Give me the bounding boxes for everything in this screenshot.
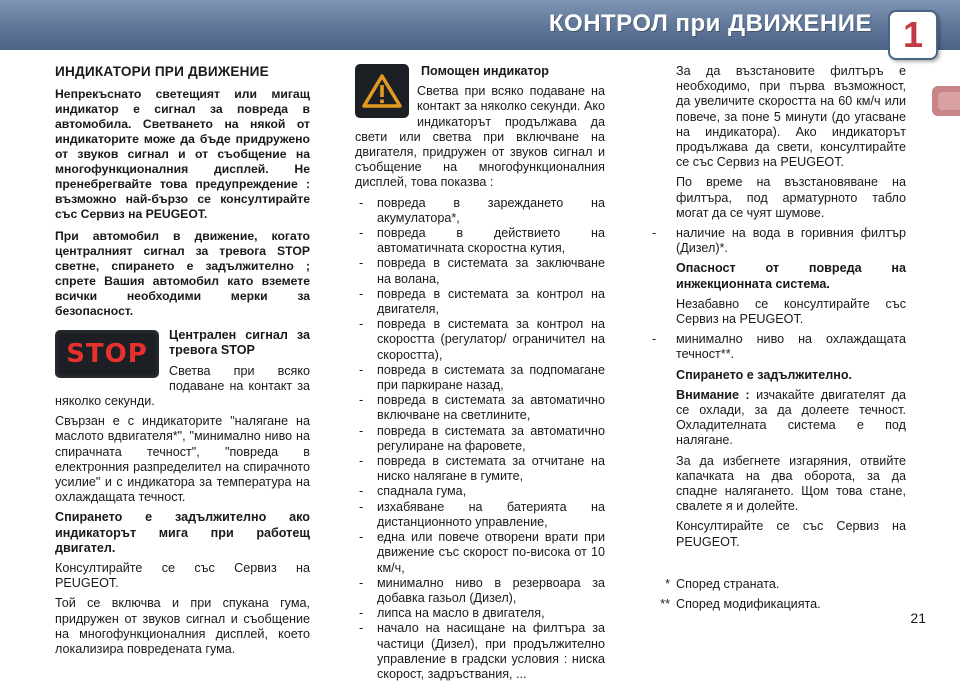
list-item: - изхабяване на батерията на дистанционното управление,: [355, 500, 605, 530]
page-number: 21: [910, 610, 926, 626]
footnote: [650, 594, 910, 614]
flat-tyre-text: Той се включва и при спукана гума, придружен от звуков сигнал и съобщение на многофункционалния дисплей, което локализира повредената гума.: [55, 596, 310, 657]
warning-paragraph-1: Непрекъснато светещият или мигащ индикатор е сигнал за повреда в автомобила. Светването на някой от индикаторите може да бъде придружено от звуков сигнал и от съобщение на многофункционалния дисплей. Не пренебрегвайте това предупреждение : възможно най-бързо се консултирайте със Сервиз на PEUGEOT.: [55, 87, 310, 222]
warning-triangle-icon: [355, 64, 409, 118]
injection-danger-warning: Опасност от повреда на инжекционната система.: [676, 261, 906, 291]
stop-body: Светва при всяко подаване на контакт за няколко секунди.: [55, 363, 310, 409]
auxiliary-indicator-title: Помощен индикатор: [421, 64, 549, 78]
chapter-tab: [932, 86, 960, 116]
list-item: - повреда в системата за контрол на скоростта (регулатор/ ограничител на скоростта),: [355, 317, 605, 363]
list-item: - повреда в системата за отчитане на ниско налягане в гумите,: [355, 454, 605, 484]
footnotes: [650, 574, 910, 614]
page-title: КОНТРОЛ при ДВИЖЕНИЕ: [548, 10, 872, 37]
fault-list: [355, 196, 605, 682]
attention-paragraph: [648, 388, 906, 449]
footnote-text: Според модификацията.: [676, 597, 821, 611]
list-item: - повреда в системата за заключване на волана,: [355, 256, 605, 286]
list-item: - наличие на вода в горивния филтър (Дизел)*.: [648, 226, 906, 256]
stop-warning-icon: [55, 330, 159, 378]
footnote: [650, 574, 910, 594]
stop-mandatory-text: Спирането е задължително.: [676, 367, 853, 382]
column-middle: [355, 64, 605, 682]
consult-text: Консултирайте се със Сервиз на PEUGEOT.: [55, 561, 310, 591]
attention-label: Внимание :: [676, 387, 750, 402]
list-item: - повреда в зареждането на акумулатора*,: [355, 196, 605, 226]
fault-list-coolant: [648, 332, 906, 362]
list-item: - повреда в системата за подпомагане при паркиране назад,: [355, 363, 605, 393]
list-item: - спаднала гума,: [355, 484, 605, 499]
stop-mandatory-warning: Спирането е задължително ако индикаторът мига при работещ двигател.: [55, 510, 310, 555]
list-item: - минимално ниво на охлаждащата течност**.: [648, 332, 906, 362]
burn-warning-text: За да избегнете изгаряния, отвийте капачката на два оборота, за да спадне налягането. Щом това стане, свалете я и долейте.: [676, 453, 906, 514]
filter-regeneration-text: За да възстановите филтъръ е необходимо, при първа възможност, да увеличите скоростта на 60 км/ч или повече, за поне 5 минути (до угасване на индикатора). Ако индикаторът продължава да свети, консултирайте се със Сервиз на PEUGEOT.: [676, 64, 906, 170]
column-right: [648, 64, 906, 555]
linked-indicators-text: Свързан е с индикаторите "налягане на маслото вдвигателя*", "минимално ниво на спирачната течност", "повреда в електронния разпределител на спирачното усилие" и с индикатора за температура на охлаждащата течност.: [55, 414, 310, 505]
footnote-text: Според страната.: [676, 577, 780, 591]
footnote-mark: *: [665, 577, 670, 591]
auxiliary-indicator-intro: Светва при всяко подаване на контакт за няколко секунди. Ако индикаторът продължава да свети или светва при включване на двигателя, придружен от звуков сигнал и съобщение на многофункционалния дисплей, това показва :: [355, 84, 605, 190]
stop-icon-text: STOP: [66, 338, 148, 369]
footnote-mark: **: [660, 597, 670, 611]
list-item: - повреда в системата за контрол на двигателя,: [355, 287, 605, 317]
section-heading: ИНДИКАТОРИ ПРИ ДВИЖЕНИЕ: [55, 64, 269, 79]
list-item: - липса на масло в двигателя,: [355, 606, 605, 621]
list-item: - повреда в действието на автоматичната скоростна кутия,: [355, 226, 605, 256]
list-item: - повреда в системата за автоматично регулиране на фаровете,: [355, 424, 605, 454]
fault-list-continued: [648, 226, 906, 256]
regeneration-noise-text: По време на възстановяване на филтъра, под арматурното табло могат да се чуят шумове.: [676, 175, 906, 220]
column-left: [55, 64, 310, 662]
warning-paragraph-2: При автомобил в движение, когато централният сигнал за тревога STOP светне, спирането е задължително ; спрете Вашия автомобил като вземете всички необходими мерки за безопасност.: [55, 229, 310, 319]
danger-consult-text: Незабавно се консултирайте със Сервиз на PEUGEOT.: [676, 296, 906, 327]
stop-section: [55, 326, 310, 414]
header-band: [0, 0, 960, 55]
chapter-badge: 1: [888, 10, 938, 60]
list-item: - начало на насищане на филтъра за частици (Дизел), при продължително управление в градски условия : ниска скорост, задръствания, ...: [355, 621, 605, 682]
attention-text: изчакайте двигателят да се охлади, за да долеете течност. Охладителната система е под налягане.: [676, 387, 906, 448]
stop-title: Централен сигнал за тревога STOP: [169, 328, 310, 358]
list-item: - повреда в системата за автоматично включване на светлините,: [355, 393, 605, 423]
list-item: - една или повече отворени врати при движение със скорост по-висока от 10 км/ч,: [355, 530, 605, 576]
list-item: - минимално ниво в резервоара за добавка газьол (Дизел),: [355, 576, 605, 606]
final-consult-text: Консултирайте се със Сервиз на PEUGEOT.: [676, 519, 906, 549]
